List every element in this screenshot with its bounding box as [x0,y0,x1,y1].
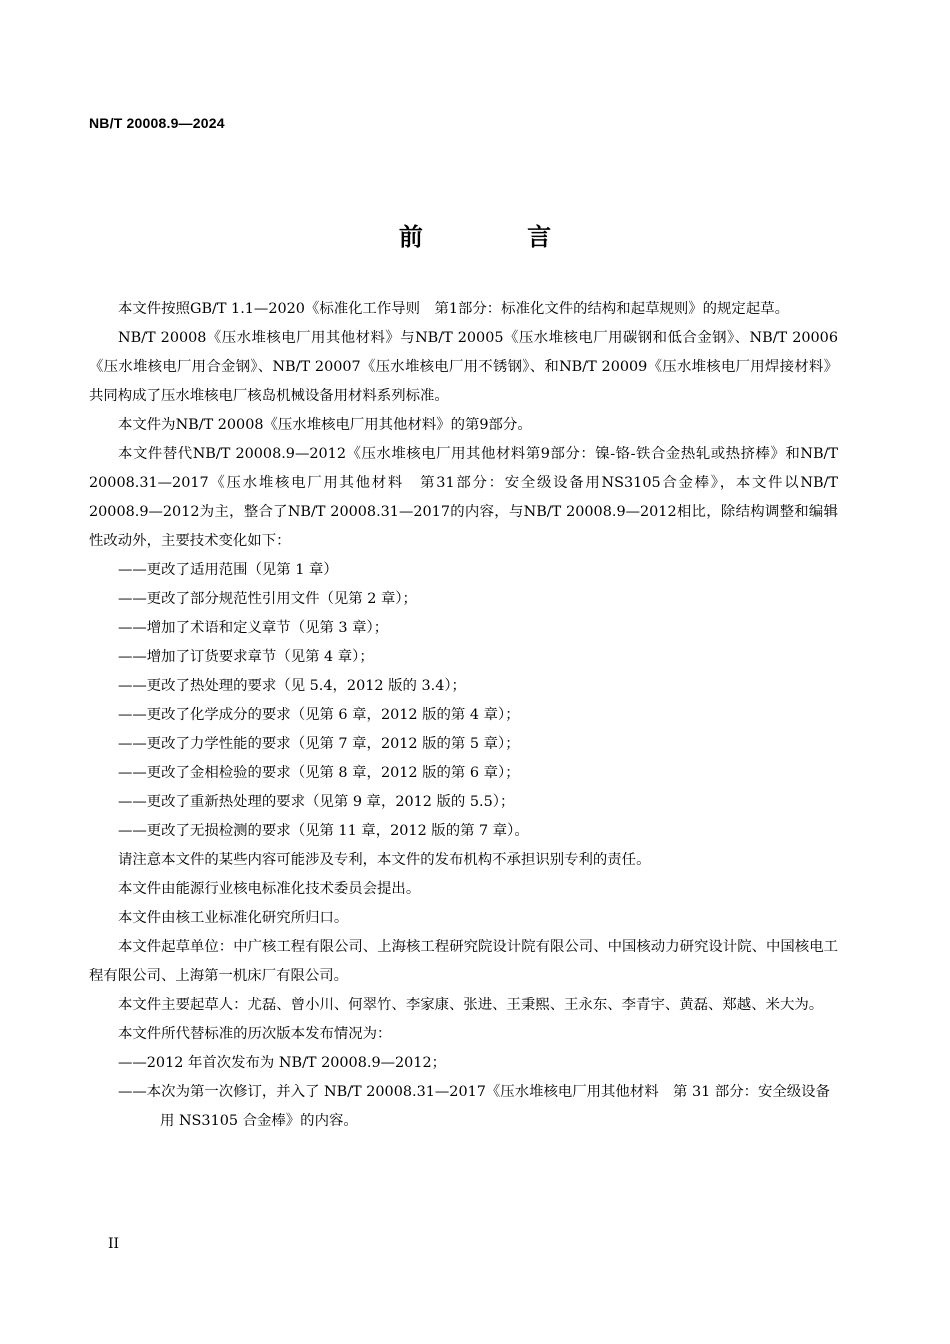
paragraph-replacement: 本文件替代NB/T 20008.9—2012《压水堆核电厂用其他材料第9部分：镍-铬-铁合金热轧或热挤棒》和NB/T 20008.31—2017《压水堆核电厂用其他材料 第31部分：安全级设备用NS3105合金棒》，本文件以NB/T 20008.9—2012为主，整合了NB/T 20008.31—2017的内容，与NB/T 20008.9—2012相比，除结构调整和编辑性改动外，主要技术变化如下： [89,446,838,549]
paragraph-proposer: 本文件由能源行业核电标准化技术委员会提出。 [118,881,421,897]
paragraph-series-standards: NB/T 20008《压水堆核电厂用其他材料》与NB/T 20005《压水堆核电厂用碳钢和低合金钢》、NB/T 20006《压水堆核电厂用合金钢》、NB/T 20007《压水堆核电厂用不锈钢》、和NB/T 20009《压水堆核电厂用焊接材料》共同构成了压水堆核电厂核岛机械设备用材料系列标准。 [89,330,838,404]
document-code: NB/T 20008.9—2024 [89,115,225,131]
history-item: ——本次为第一次修订，并入了 NB/T 20008.31—2017《压水堆核电厂用其他材料 第 31 部分：安全级设备用 NS3105 合金棒》的内容。 [118,1084,830,1129]
history-item: ——2012 年首次发布为 NB/T 20008.9—2012； [118,1055,446,1071]
paragraph-administrator: 本文件由核工业标准化研究所归口。 [118,910,349,926]
change-item: ——更改了热处理的要求（见 5.4，2012 版的 3.4）； [118,678,466,694]
change-item: ——增加了订货要求章节（见第 4 章）； [118,649,374,665]
paragraph-patent-notice: 请注意本文件的某些内容可能涉及专利，本文件的发布机构不承担识别专利的责任。 [118,852,651,868]
change-item: ——更改了金相检验的要求（见第 8 章，2012 版的第 6 章）； [118,765,520,781]
page-title: 前 言 [398,223,600,251]
change-item: ——更改了化学成分的要求（见第 6 章，2012 版的第 4 章）； [118,707,520,723]
paragraph-part-number: 本文件为NB/T 20008《压水堆核电厂用其他材料》的第9部分。 [118,417,532,433]
foreword-body [89,295,838,1136]
paragraph-history-intro: 本文件所代替标准的历次版本发布情况为： [118,1026,392,1042]
paragraph-drafting-units: 本文件起草单位：中广核工程有限公司、上海核工程研究院设计院有限公司、中国核动力研究设计院、中国核电工程有限公司、上海第一机床厂有限公司。 [89,939,838,984]
change-item: ——更改了无损检测的要求（见第 11 章，2012 版的第 7 章）。 [118,823,529,839]
paragraph-drafting-rules: 本文件按照GB/T 1.1—2020《标准化工作导则 第1部分：标准化文件的结构和起草规则》的规定起草。 [118,301,789,317]
change-item: ——增加了术语和定义章节（见第 3 章）； [118,620,389,636]
paragraph-drafters: 本文件主要起草人：尤磊、曾小川、何翠竹、李家康、张进、王秉熙、王永东、李青宇、黄磊、郑越、米大为。 [118,997,824,1013]
change-item: ——更改了适用范围（见第 1 章） [118,562,338,578]
change-item: ——更改了力学性能的要求（见第 7 章，2012 版的第 5 章）； [118,736,520,752]
change-item: ——更改了部分规范性引用文件（见第 2 章）； [118,591,417,607]
page-number: II [108,1236,120,1252]
change-item: ——更改了重新热处理的要求（见第 9 章，2012 版的 5.5）； [118,794,515,810]
